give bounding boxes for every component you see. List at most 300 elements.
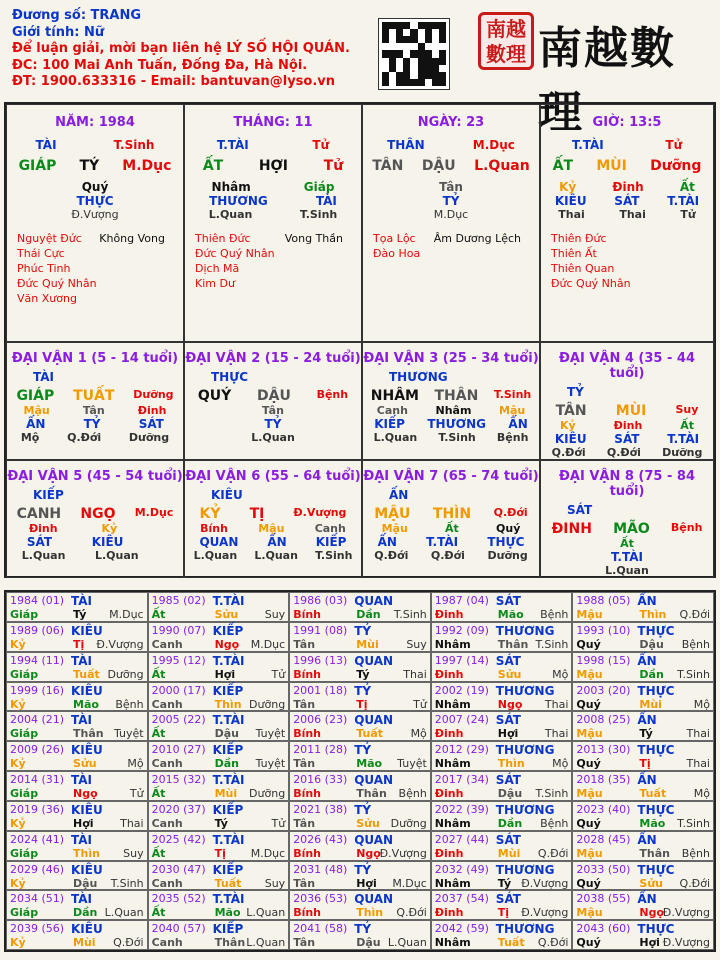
year-branch: Thìn: [214, 697, 242, 711]
hidden-stems: [7, 404, 183, 417]
year-label: 2015 (32): [151, 773, 206, 786]
year-phase: Tuyệt: [255, 757, 286, 771]
contact-note: Để luận giải, mời bạn liên hệ LÝ SỐ HỘI QUÁN.: [12, 41, 350, 56]
year-phase: Thai: [120, 816, 144, 830]
hidden-phase: Q.Đới: [551, 446, 586, 459]
year-god: TÀI: [71, 653, 93, 668]
year-phase: Dưỡng: [249, 787, 286, 800]
year-stem: Kỷ: [10, 876, 26, 890]
year-cell: [6, 652, 148, 682]
year-branch: Mùi: [639, 697, 662, 711]
stem-phase: Tử: [665, 138, 683, 152]
pillar-stem-branch: [363, 158, 539, 174]
year-cell: [572, 801, 714, 831]
year-stem: Quý: [576, 697, 601, 711]
star-item: Nguyệt Đức: [17, 232, 82, 245]
luck-cell: [540, 460, 714, 578]
heavenly-stem: KỶ: [199, 506, 221, 522]
year-branch: Hợi: [214, 667, 236, 681]
earthly-branch: TUẤT: [73, 388, 115, 404]
stem-phase: Tử: [312, 138, 330, 152]
year-stem: Ất: [151, 906, 166, 920]
year-branch: Hợi: [639, 936, 660, 950]
year-label: 2017 (34): [434, 773, 489, 786]
hidden-god: THỰC: [76, 194, 114, 208]
heavenly-stem: ẤT: [552, 158, 574, 174]
star-item: Thiên Đức: [195, 232, 251, 245]
year-phase: T.Sinh: [535, 637, 569, 651]
year-stem: Nhâm: [434, 637, 471, 651]
stem-god: T.TÀI: [216, 138, 249, 152]
star-item: Đức Quý Nhân: [17, 277, 97, 290]
year-god: ẤN: [637, 832, 657, 847]
earthly-branch: THÂN: [434, 388, 479, 404]
year-phase: Bệnh: [115, 697, 144, 711]
star-item: Đức Quý Nhân: [551, 277, 631, 290]
year-phase: Đ.Vượng: [379, 846, 427, 860]
year-phase: T.Sinh: [535, 787, 569, 800]
year-label: 1992 (09): [434, 623, 489, 637]
branch-phase: Dưỡng: [133, 388, 174, 401]
hidden-stem: Ất: [445, 522, 459, 535]
year-phase: Mộ: [127, 757, 144, 771]
year-branch: Dần: [73, 906, 98, 920]
luck-title: ĐẠI VẬN 7 (65 - 74 tuổi): [363, 469, 539, 484]
hidden-stem: Đinh: [612, 180, 644, 194]
year-branch: Tuất: [356, 727, 383, 741]
year-cell: [431, 801, 573, 831]
year-label: 2029 (46): [10, 862, 65, 876]
hidden-phase: Q.Đới: [606, 446, 641, 459]
year-cell: [572, 622, 714, 652]
year-stem: Mậu: [576, 667, 603, 681]
year-label: 2013 (30): [576, 743, 631, 757]
luck-god: THỰC: [211, 370, 249, 384]
pillar-gods: [7, 138, 183, 152]
year-phase: Mộ: [693, 787, 710, 800]
luck-title: ĐẠI VẬN 2 (15 - 24 tuổi): [185, 351, 361, 366]
year-god: THƯƠNG: [495, 623, 555, 638]
year-god: THỰC: [637, 802, 675, 817]
year-god: QUAN: [354, 773, 394, 787]
year-stem: Nhâm: [434, 697, 471, 711]
year-label: 2007 (24): [434, 713, 489, 727]
year-phase: Bệnh: [398, 787, 427, 800]
qr-code-icon[interactable]: [378, 18, 450, 90]
hidden-stem: Mậu: [381, 522, 408, 535]
pillar-cell: [540, 104, 714, 342]
year-branch: Dần: [356, 608, 381, 621]
year-stem: Giáp: [10, 906, 39, 920]
hidden-gods: [185, 535, 361, 549]
year-phase: Thai: [544, 697, 569, 711]
hidden-god: ẤN: [508, 417, 528, 431]
year-branch: Ngọ: [356, 846, 381, 860]
year-god: QUAN: [354, 713, 394, 728]
year-cell: [572, 831, 714, 861]
stem-god: T.TÀI: [571, 138, 604, 152]
pillar-stars: [373, 231, 533, 261]
year-cell: [148, 771, 290, 801]
year-branch: Sửu: [214, 608, 239, 621]
year-god: KIÊU: [71, 802, 103, 817]
hidden-phases: [363, 431, 539, 444]
year-label: 2024 (41): [10, 832, 65, 846]
year-label: 1994 (11): [10, 653, 65, 667]
stem-phase: M.Dục: [472, 138, 515, 152]
year-label: 1991 (08): [293, 623, 348, 637]
year-phase: Thai: [686, 727, 710, 741]
year-phase: M.Dục: [250, 846, 286, 860]
year-cell: [572, 741, 714, 771]
hidden-stems: [541, 537, 713, 550]
year-phase: Thai: [403, 667, 427, 681]
year-stem: Bính: [293, 608, 322, 621]
year-label: 2002 (19): [434, 683, 489, 697]
earthly-branch: THÌN: [432, 506, 472, 522]
year-label: 2034 (51): [10, 892, 65, 906]
year-phase: Tuyệt: [113, 727, 144, 741]
year-stem: Đinh: [434, 608, 464, 621]
year-phase: Tuyệt: [397, 757, 427, 771]
hidden-stem: Tân: [82, 404, 105, 417]
address: ĐC: 100 Mai Anh Tuấn, Đống Đa, Hà Nội.: [12, 57, 308, 73]
year-phase: T.Sinh: [677, 816, 710, 830]
hidden-stem: Kỷ: [101, 522, 118, 535]
hidden-phases: [185, 208, 361, 221]
hidden-gods: [363, 417, 539, 431]
year-branch: Thân: [73, 727, 104, 741]
pillar-title: NĂM: 1984: [55, 115, 135, 130]
year-cell: [289, 711, 431, 741]
year-branch: Dậu: [639, 637, 664, 651]
hidden-stem: Nhâm: [435, 404, 472, 417]
year-stem: Bính: [293, 727, 322, 741]
hidden-phase: Dưỡng: [662, 446, 703, 459]
hidden-stems: [541, 419, 713, 432]
branch-phase: Dưỡng: [650, 158, 702, 174]
hidden-stem: Ất: [680, 419, 695, 432]
year-cell: [289, 741, 431, 771]
luck-cell: [184, 342, 362, 460]
year-branch: Tị: [639, 757, 651, 771]
hidden-gods: [363, 535, 539, 549]
branch-phase: M.Dục: [122, 158, 172, 174]
star-item: Kim Dư: [195, 277, 235, 290]
hidden-phases: [7, 549, 183, 562]
year-phase: Bệnh: [540, 816, 569, 830]
year-phase: Q.Đới: [113, 936, 144, 950]
year-god: QUAN: [354, 594, 394, 608]
year-stem: Mậu: [576, 906, 603, 920]
star-item: Đào Hoa: [373, 247, 421, 260]
earthly-branch: MÃO: [613, 521, 650, 537]
year-stem: Bính: [293, 906, 322, 920]
year-phase: T.Sinh: [677, 667, 710, 681]
hidden-god: TỶ: [264, 417, 282, 431]
year-stem: Quý: [576, 757, 601, 771]
branch-phase: L.Quan: [474, 158, 530, 174]
hidden-god: T.TÀI: [611, 550, 643, 564]
hidden-god: QUAN: [199, 535, 239, 549]
year-label: 1985 (02): [151, 594, 206, 607]
star-item-right: Không Vong: [99, 232, 165, 245]
gender: Giới tính: Nữ: [12, 24, 105, 40]
year-branch: Mão: [214, 906, 241, 920]
year-god: KIẾP: [212, 862, 244, 877]
stem-phase: T.Sinh: [113, 138, 155, 152]
year-cell: [6, 622, 148, 652]
earthly-branch: DẬU: [421, 158, 456, 174]
year-stem: Tân: [293, 936, 316, 950]
year-stem: Mậu: [576, 608, 603, 621]
year-stem: Canh: [151, 936, 183, 950]
year-label: 2027 (44): [434, 832, 489, 846]
year-phase: Tử: [271, 816, 286, 830]
year-god: SÁT: [495, 773, 521, 787]
year-phase: M.Dục: [250, 637, 286, 651]
year-branch: Tị: [214, 846, 226, 860]
year-god: QUAN: [354, 653, 394, 668]
branch-phase: Bệnh: [316, 388, 349, 401]
hidden-god: T.TÀI: [667, 194, 700, 208]
luck-god: THƯƠNG: [389, 370, 448, 384]
hidden-god: KIẾP: [374, 417, 405, 431]
year-label: 1984 (01): [10, 594, 65, 607]
year-branch: Tý: [73, 608, 87, 621]
hidden-god: KIẾP: [315, 535, 347, 549]
year-label: 2041 (58): [293, 922, 348, 936]
hidden-phase: Q.Đới: [374, 549, 409, 562]
luck-god: KIÊU: [211, 488, 243, 502]
year-cell: [572, 711, 714, 741]
luck-title: ĐẠI VẬN 6 (55 - 64 tuổi): [185, 469, 361, 484]
hidden-god: TỶ: [442, 194, 460, 208]
heavenly-stem: ẤT: [202, 158, 224, 174]
pillar-title: GIỜ: 13:5: [592, 115, 662, 130]
hidden-phase: Thai: [619, 208, 646, 221]
earthly-branch: MÙI: [615, 403, 647, 419]
year-cell: [572, 920, 714, 950]
year-label: 2018 (35): [576, 773, 631, 786]
year-stem: Tân: [293, 697, 316, 711]
year-god: TÀI: [71, 892, 93, 907]
year-phase: Dưỡng: [107, 667, 144, 681]
logo: 南越數理: [538, 23, 676, 138]
year-cell: [148, 831, 290, 861]
hidden-phase: M.Dục: [433, 208, 469, 221]
hidden-phase: L.Quan: [193, 549, 238, 562]
hidden-god: THỰC: [487, 535, 525, 549]
year-god: T.TÀI: [212, 832, 245, 847]
hidden-stem: Canh: [314, 522, 346, 535]
stem-god: THÂN: [387, 138, 425, 152]
hidden-god: KIÊU: [554, 194, 587, 208]
star-item: Văn Xương: [17, 292, 77, 305]
star-item: Thiên Đức: [551, 232, 607, 245]
year-stem: Ất: [151, 727, 166, 741]
year-phase: L.Quan: [246, 906, 286, 920]
hidden-stem: Canh: [376, 404, 408, 417]
year-god: TỶ: [354, 743, 372, 758]
year-cell: [148, 592, 290, 622]
year-god: ẤN: [637, 594, 657, 608]
year-stem: Kỷ: [10, 936, 26, 950]
luck-cell: [184, 460, 362, 578]
year-label: 1996 (13): [293, 653, 348, 667]
year-god: KIÊU: [71, 862, 103, 877]
hidden-phase: Đ.Vượng: [71, 208, 119, 221]
stem-god: TÀI: [35, 138, 57, 152]
hidden-gods: [541, 194, 713, 208]
hidden-phase: T.Sinh: [315, 549, 353, 562]
year-branch: Dần: [497, 816, 523, 830]
year-cell: [289, 920, 431, 950]
year-cell: [572, 652, 714, 682]
year-label: 1998 (15): [576, 653, 631, 667]
year-god: TÀI: [71, 773, 93, 787]
pillar-gods: [363, 138, 539, 152]
year-cell: [6, 771, 148, 801]
pillar-gods: [541, 138, 713, 152]
year-branch: Thìn: [497, 757, 525, 771]
year-label: 1997 (14): [434, 653, 489, 667]
year-phase: L.Quan: [246, 936, 286, 950]
year-branch: Sửu: [497, 667, 522, 681]
year-branch: Mão: [73, 697, 99, 711]
year-phase: Đ.Vượng: [521, 876, 569, 890]
year-label: 2043 (60): [576, 922, 631, 936]
year-label: 2030 (47): [151, 862, 206, 876]
hidden-phases: [541, 446, 713, 459]
branch-phase: Đ.Vượng: [293, 506, 347, 519]
hidden-stem: Ất: [679, 180, 695, 194]
pillar-stars: [195, 231, 355, 291]
year-label: 2038 (55): [576, 892, 631, 906]
year-cell: [6, 890, 148, 920]
year-god: THỰC: [637, 683, 675, 698]
year-cell: [148, 861, 290, 891]
year-branch: Thân: [639, 846, 670, 860]
year-phase: Đ.Vượng: [96, 637, 144, 651]
year-cell: [289, 771, 431, 801]
year-cell: [289, 801, 431, 831]
year-cell: [431, 890, 573, 920]
year-god: T.TÀI: [212, 773, 245, 787]
earthly-branch: TỊ: [249, 506, 265, 522]
star-item-right: Âm Dương Lệch: [433, 232, 521, 245]
hidden-phase: Q.Đới: [430, 549, 465, 562]
year-stem: Ất: [151, 608, 166, 621]
luck-cell: [6, 460, 184, 578]
year-god: THƯƠNG: [495, 922, 555, 937]
year-label: 2032 (49): [434, 862, 489, 876]
hidden-god: SÁT: [138, 417, 164, 431]
year-branch: Tý: [497, 876, 512, 890]
year-branch: Hợi: [356, 876, 377, 890]
year-stem: Đinh: [434, 727, 464, 741]
hidden-phase: L.Quan: [208, 208, 253, 221]
heavenly-stem: CANH: [16, 506, 62, 522]
year-stem: Tân: [293, 757, 316, 771]
star-item: Dịch Mã: [195, 262, 240, 275]
year-label: 2039 (56): [10, 922, 65, 936]
heavenly-stem: ĐINH: [551, 521, 592, 537]
year-god: QUAN: [354, 892, 394, 907]
year-stem: Bính: [293, 787, 322, 800]
year-cell: [6, 741, 148, 771]
year-stem: Canh: [151, 876, 183, 890]
year-label: 2023 (40): [576, 802, 631, 816]
hidden-phase: L.Quan: [605, 564, 649, 577]
year-label: 2031 (48): [293, 862, 348, 876]
year-branch: Tuất: [214, 876, 242, 890]
year-cell: [6, 682, 148, 712]
hidden-stem: Quý: [81, 180, 109, 194]
owner-name: Đương số: TRANG: [12, 8, 142, 23]
hidden-phase: L.Quan: [251, 431, 295, 444]
star-item: Tọa Lộc: [373, 232, 416, 245]
hidden-phases: [185, 549, 361, 562]
luck-stem-branch: [541, 403, 713, 419]
star-item: Thiên Quan: [551, 262, 615, 275]
year-stem: Giáp: [10, 846, 39, 860]
luck-god: TÀI: [33, 370, 55, 384]
pillar-title: THÁNG: 11: [233, 115, 313, 130]
hidden-god: T.TÀI: [667, 432, 700, 446]
year-god: THƯƠNG: [495, 743, 555, 758]
hidden-god: SÁT: [614, 432, 640, 446]
year-branch: Tý: [214, 816, 228, 830]
year-cell: [6, 920, 148, 950]
year-stem: Mậu: [576, 846, 603, 860]
year-stem: Mậu: [576, 727, 603, 741]
hidden-god: TÀI: [315, 194, 337, 208]
year-cell: [289, 682, 431, 712]
year-label: 2001 (18): [293, 683, 348, 697]
year-phase: Tử: [413, 697, 427, 711]
year-cell: [6, 711, 148, 741]
year-branch: Ngọ: [497, 697, 523, 711]
year-phase: Suy: [264, 876, 286, 890]
hidden-gods: [541, 550, 713, 564]
year-label: 2005 (22): [151, 713, 206, 727]
luck-title: ĐẠI VẬN 1 (5 - 14 tuổi): [11, 351, 179, 366]
year-phase: Q.Đới: [537, 936, 569, 950]
luck-stem-branch: [363, 388, 539, 404]
hidden-god: TỶ: [83, 417, 101, 431]
year-phase: M.Dục: [392, 876, 427, 890]
pillar-cell: [184, 104, 362, 342]
hidden-stems: [541, 180, 713, 194]
year-god: TÀI: [71, 713, 93, 728]
year-label: 2010 (27): [151, 743, 206, 757]
pillar-gods: [185, 138, 361, 152]
year-label: 1993 (10): [576, 623, 631, 637]
phone-email: ĐT: 1900.633316 - Email: bantuvan@lyso.vn: [12, 74, 336, 89]
year-god: KIÊU: [71, 743, 103, 758]
chart-main: [4, 102, 716, 578]
pillar-stem-branch: [185, 158, 361, 174]
year-stem: Mậu: [576, 787, 603, 800]
luck-stem-branch: [7, 506, 183, 522]
year-god: KIÊU: [71, 683, 103, 698]
star-item: Thiên Ất: [551, 247, 597, 260]
hidden-stem: Mậu: [258, 522, 285, 535]
year-god: SÁT: [495, 594, 521, 608]
luck-stem-branch: [363, 506, 539, 522]
year-branch: Mùi: [356, 637, 379, 651]
